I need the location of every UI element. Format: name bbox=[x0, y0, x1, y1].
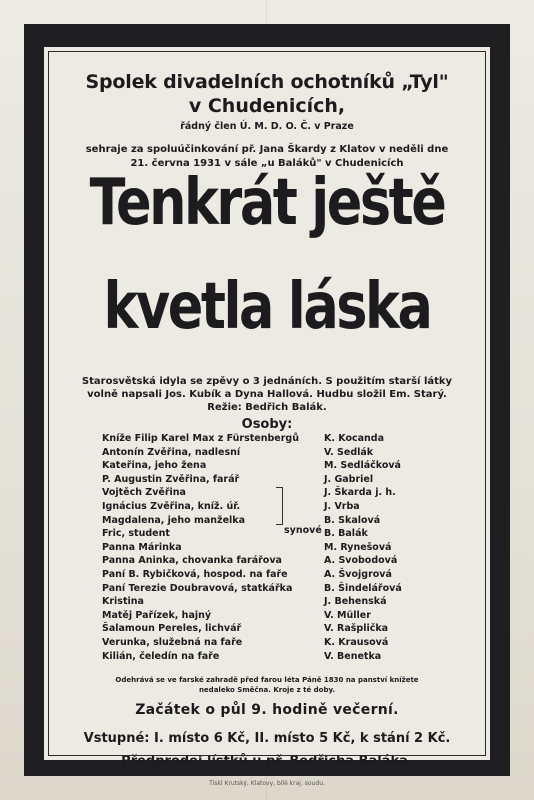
cast-role: Magdalena, jeho manželka bbox=[102, 514, 245, 526]
membership-line: řádný člen Ú. M. D. O. Č. v Praze bbox=[180, 121, 354, 132]
cast-row bbox=[102, 623, 432, 637]
cast-role: Paní Terezie Doubravová, statkářka bbox=[102, 582, 293, 594]
cast-role: Kilián, čeledín na faře bbox=[102, 650, 220, 662]
cast-row bbox=[102, 651, 432, 665]
poster-content-panel bbox=[44, 47, 490, 769]
cast-actor: V. Benetka bbox=[324, 650, 382, 662]
cast-role: Paní B. Rybičková, hospod. na faře bbox=[102, 568, 288, 580]
cast-role: Verunka, služebná na faře bbox=[102, 636, 243, 648]
cast-row bbox=[102, 610, 432, 624]
cast-list bbox=[102, 433, 432, 664]
cast-role: Kníže Filip Karel Max z Fürstenbergů bbox=[102, 433, 299, 444]
cast-row bbox=[102, 501, 432, 515]
cast-row bbox=[102, 433, 432, 447]
society-name: Spolek divadelních ochotníků „Tyl" bbox=[85, 71, 449, 93]
cast-actor: A. Švojgrová bbox=[324, 568, 392, 580]
cast-actor: J. Škarda j. h. bbox=[324, 487, 396, 499]
cast-role: P. Augustin Zvěřina, farář bbox=[102, 473, 240, 485]
cast-actor: J. Vrba bbox=[324, 500, 360, 512]
cast-role: Matěj Pařízek, hajný bbox=[102, 609, 212, 621]
admission-prices: Vstupné: I. místo 6 Kč, II. místo 5 Kč, k stání 2 Kč. bbox=[83, 731, 451, 746]
cast-actor: A. Svobodová bbox=[324, 555, 398, 567]
setting-note-line2: nedaleko Směčna. Kroje z té doby. bbox=[198, 686, 336, 694]
cast-actor: M. Rynešová bbox=[324, 541, 392, 553]
cast-row bbox=[102, 596, 432, 610]
cast-row bbox=[102, 474, 432, 488]
performance-info-line2: 21. června 1931 v sále „u Baláků" v Chudenicích bbox=[130, 158, 404, 169]
setting-note-line1: Odehrává se ve farské zahradě před farou léta Páně 1830 na panství knížete bbox=[115, 676, 419, 684]
cast-role: Kristina bbox=[102, 596, 144, 608]
cast-row bbox=[102, 637, 432, 651]
start-time: Začátek o půl 9. hodině večerní. bbox=[135, 702, 399, 718]
sons-brace bbox=[276, 487, 283, 525]
cast-actor: K. Krausová bbox=[324, 636, 389, 648]
description-line2: volně napsali Jos. Kubík a Dyna Hallová. Hudbu složil Em. Starý. bbox=[87, 389, 447, 400]
cast-heading: Osoby: bbox=[241, 417, 293, 432]
play-title-line2: kvetla láska bbox=[103, 270, 431, 344]
cast-actor: V. Sedlák bbox=[324, 446, 374, 458]
cast-role: Antonín Zvěřina, nadlesní bbox=[102, 446, 241, 458]
cast-actor: B. Balák bbox=[324, 528, 368, 540]
description-line1: Starosvětská idyla se zpěvy o 3 jednáních. S použitím starší látky bbox=[81, 376, 453, 387]
cast-actor: V. Rašplička bbox=[324, 623, 389, 635]
cast-role: Šalamoun Pereles, lichvář bbox=[102, 623, 242, 635]
cast-role: Fric, student bbox=[102, 528, 170, 540]
cast-row bbox=[102, 528, 432, 542]
cast-row bbox=[102, 569, 432, 583]
cast-actor: J. Gabriel bbox=[324, 473, 374, 485]
sons-label: synové bbox=[284, 525, 322, 536]
cast-role: Ignácius Zvěřina, kníž. úř. bbox=[102, 500, 241, 512]
cast-role: Vojtěch Zvěřina bbox=[102, 487, 186, 499]
director-line: Režie: Bedřich Balák. bbox=[207, 402, 327, 413]
society-place: v Chudenicích, bbox=[188, 95, 346, 117]
presale-info: Předprodej lístků u př. Bedřicha Baláka. bbox=[121, 754, 413, 769]
cast-actor: B. Šindelářová bbox=[324, 582, 402, 594]
cast-actor: J. Behenská bbox=[324, 596, 387, 608]
cast-role: Kateřina, jeho žena bbox=[102, 460, 207, 472]
cast-row bbox=[102, 487, 432, 501]
performance-info-line1: sehraje za spoluúčinkování př. Jana Škardy z Klatov v neděli dne bbox=[85, 144, 449, 155]
play-title-line1: Tenkrát ještě bbox=[89, 166, 445, 240]
cast-actor: M. Sedláčková bbox=[324, 460, 401, 472]
printer-imprint: Tiskl Krutský, Klatovy, bílé kraj. soudu. bbox=[209, 780, 325, 787]
cast-row bbox=[102, 555, 432, 569]
cast-row bbox=[102, 460, 432, 474]
cast-row bbox=[102, 515, 432, 529]
cast-actor: V. Müller bbox=[324, 609, 371, 621]
cast-row bbox=[102, 542, 432, 556]
cast-row bbox=[102, 447, 432, 461]
cast-role: Panna Aninka, chovanka farářova bbox=[102, 555, 282, 567]
cast-role: Panna Márinka bbox=[102, 541, 182, 553]
cast-row bbox=[102, 583, 432, 597]
cast-actor: B. Skalová bbox=[324, 514, 381, 526]
cast-actor: K. Kocanda bbox=[324, 433, 385, 444]
